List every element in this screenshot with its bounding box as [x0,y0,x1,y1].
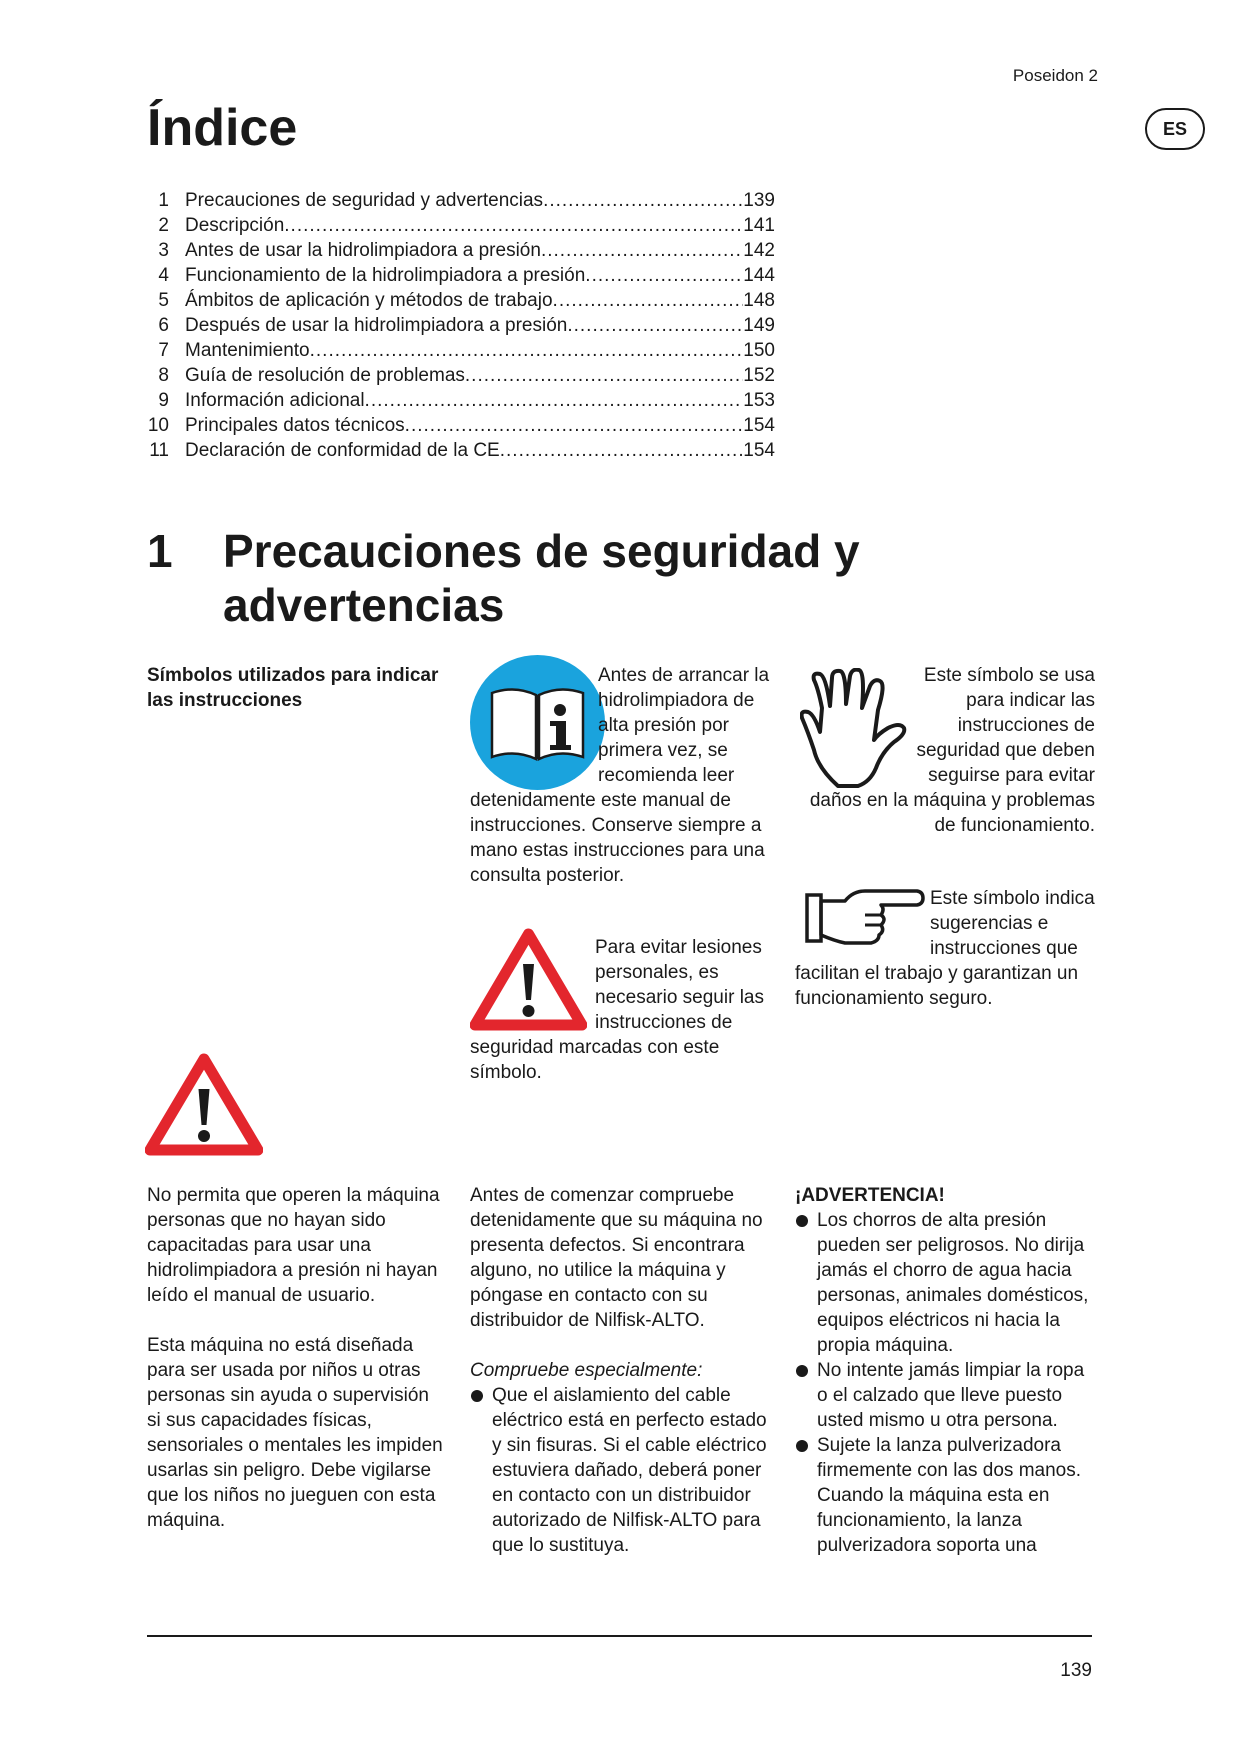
symbol-hand-text: Este símbolo se usa para indicar las instrucciones de seguridad que deben seguirse para evitar daños en la máquina y problemas de funcionamiento. [809,665,1095,836]
toc-entry-page: 144 [743,265,775,286]
header-product-name: Poseidon 2 [1012,66,1098,85]
warning-heading: ¡ADVERTENCIA! [795,1185,945,1206]
toc-entry-number: 9 [158,390,169,411]
toc-leader-dots [365,388,744,413]
toc-entry[interactable] [145,313,775,338]
list-item: Los chorros de alta presión pueden ser peligrosos. No dirija jamás el chorro de agua hacia personas, animales domésticos, equipos eléctricos ni hacia la propia máquina. [795,1208,1095,1358]
list-item: Que el aislamiento del cable eléctrico está en perfecto estado y sin fisuras. Si el cable eléctrico estuviera dañado, deberá poner en contacto con un distribuidor autorizado de Nilfisk-ALTO para que lo sustituya. [470,1383,775,1558]
toc-entry-page: 153 [743,390,775,411]
toc-entry-label: Precauciones de seguridad y advertencias [185,190,544,211]
toc-leader-dots [567,313,743,338]
toc-leader-dots [284,213,743,238]
language-badge: ES [1145,108,1205,150]
toc-entry[interactable] [145,438,775,463]
toc-entry-label: Mantenimiento [185,340,310,361]
list-item: Sujete la lanza pulverizadora firmemente con las dos manos. Cuando la máquina esta en funcionamiento, la lanza pulverizadora soporta una [795,1433,1095,1558]
toc-entry-page: 139 [743,190,775,211]
toc-entry-number: 10 [147,415,169,436]
toc-entry-number: 5 [158,290,169,311]
page-number: 139 [1060,1660,1092,1681]
toc-entry[interactable] [145,238,775,263]
column-1 [147,1183,447,1533]
toc-entry[interactable] [145,388,775,413]
toc-entry-number: 2 [158,215,169,236]
symbols-heading: Símbolos utilizados para indicar las instrucciones [147,665,439,711]
toc-entry[interactable] [145,338,775,363]
check-list [470,1383,775,1558]
paragraph: No permita que operen la máquina personas que no hayan sido capacitadas para usar una hidrolimpiadora a presión ni hayan leído el manual de usuario. [147,1185,440,1306]
column-3 [795,1183,1095,1558]
toc-leader-dots [465,363,743,388]
paragraph: Esta máquina no está diseñada para ser usada por niños u otras personas sin ayuda o supervisión si sus capacidades físicas, sensoriales o mentales les impiden usarlas sin peligro. Debe vigilarse que los niños no jueguen con esta máquina. [147,1335,443,1531]
toc-entry[interactable] [145,188,775,213]
toc-entry-page: 148 [743,290,775,311]
table-of-contents [145,188,775,463]
toc-leader-dots [541,238,743,263]
warning-triangle-icon [145,1053,263,1157]
symbol-pointer-text: Este símbolo indica sugerencias e instrucciones que facilitan el trabajo y garantizan un funcionamiento seguro. [795,888,1095,1009]
toc-leader-dots [310,338,744,363]
section-number: 1 [147,525,173,577]
paragraph: Antes de comenzar compruebe detenidamente que su máquina no presenta defectos. Si encontrara alguno, no utilice la máquina y póngase en contacto con su distribuidor de Nilfisk-ALTO. [470,1185,763,1331]
toc-entry-label: Guía de resolución de problemas [185,365,465,386]
toc-leader-dots [405,413,744,438]
toc-entry-label: Después de usar la hidrolimpiadora a presión [185,315,568,336]
toc-entry[interactable] [145,213,775,238]
toc-entry-number: 1 [158,190,169,211]
toc-entry-label: Descripción [185,215,285,236]
toc-entry-page: 152 [743,365,775,386]
toc-entry[interactable] [145,363,775,388]
toc-entry-number: 3 [158,240,169,261]
toc-entry-number: 6 [158,315,169,336]
toc-entry-label: Funcionamiento de la hidrolimpiadora a presión [185,265,586,286]
toc-leader-dots [585,263,743,288]
toc-entry-label: Declaración de conformidad de la CE [185,440,500,461]
toc-entry-page: 150 [743,340,775,361]
warning-list [795,1208,1095,1558]
toc-entry[interactable] [145,263,775,288]
toc-entry-number: 11 [149,440,169,461]
check-heading: Compruebe especialmente: [470,1360,703,1381]
toc-leader-dots [553,288,744,313]
toc-entry[interactable] [145,288,775,313]
toc-entry-number: 7 [158,340,169,361]
section-title: Precauciones de seguridad y advertencias [223,525,860,631]
symbol-warning-text: Para evitar lesiones personales, es necesario seguir las instrucciones de seguridad marcadas con este símbolo. [470,937,764,1083]
list-item: No intente jamás limpiar la ropa o el calzado que lleve puesto usted mismo u otra persona. [795,1358,1095,1433]
toc-entry-page: 141 [743,215,775,236]
toc-entry-number: 4 [158,265,169,286]
symbol-info-text: Antes de arrancar la hidrolimpiadora de alta presión por primera vez, se recomienda leer detenidamente este manual de instrucciones. Conserve siempre a mano estas instrucciones para una consulta posterior. [470,665,770,886]
toc-entry-page: 154 [743,440,775,461]
toc-entry-label: Información adicional [185,390,365,411]
toc-entry-label: Principales datos técnicos [185,415,405,436]
toc-entry-page: 142 [743,240,775,261]
toc-entry-page: 149 [743,315,775,336]
toc-entry[interactable] [145,413,775,438]
toc-entry-number: 8 [158,365,169,386]
column-2 [470,1183,775,1558]
toc-entry-label: Antes de usar la hidrolimpiadora a presión [185,240,541,261]
toc-leader-dots [543,188,743,213]
footer-divider [147,1635,1092,1637]
toc-entry-page: 154 [743,415,775,436]
toc-entry-label: Ámbitos de aplicación y métodos de trabajo [185,290,553,311]
toc-leader-dots [500,438,744,463]
index-title: Índice [147,99,298,157]
